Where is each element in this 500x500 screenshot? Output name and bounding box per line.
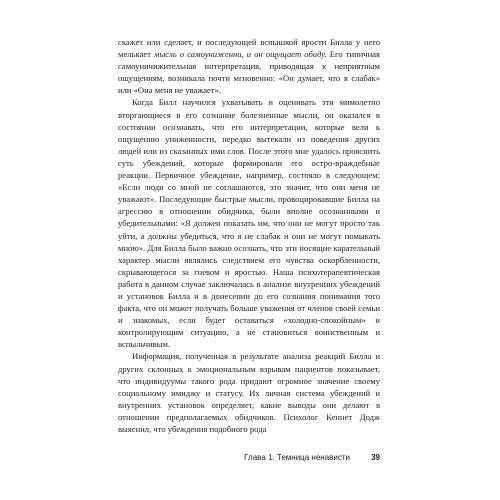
italic-run: мысль о самоуниженни, и он ощущает обиду. (153, 49, 327, 60)
text-run: Информация, полученная в результате анализа реакций Билла и других склонных к эмоциональным взрывам пациентов показывает, что индивидуумы такого рода придают огромное значение своему социальному имиджу и статусу. Их личная система убеждений и внутренних установок определяет, какие выводы они делают в отношении предполагаемых обидчиков. Психолог Кеннет Додж выяснил, что убеждения подобного рода (118, 351, 380, 434)
paragraph (118, 36, 380, 96)
text-run: Его типичная самоуничижительная интерпретация, приводящая к неприятным ощущениям, возникала почти мгновенно: «Он думает, что я слабак» или «Она меня не уважает». (118, 49, 380, 96)
page-footer (118, 453, 380, 465)
paragraph (118, 96, 380, 350)
body-text (118, 36, 380, 435)
page-number: 39 (371, 453, 380, 462)
text-run: Когда Билл научился ухватывать и оценивать эти мимолетно вторгающиеся в его сознание болезненные мысли, он оказался в состоянии осознавать, что его интерпретации, которые вели к ощущению униженности, нередко вытекали из поведения других людей или из сказанных ими слов. После этого мне удалось прояснить суть убеждений, которые формировали его остро-враждебные реакции. Первичное убеждение, например, состояло в следующем: «Если люди со мной не соглашаются, это значит, что они меня не уважают». Последующие быстрые мысли, провоцировавшие Билла на агрессию в отношении обидчика, были вполне осознанными и убедительными: «Я должен показать им, что они не могут просто так уйти, а должны убедиться, что я не слабак и они не могут помыкать мною». Для Билла было важно осознать, что эти носящие карательный характер мысли являлись следствием его чувства оскорбленности, скрывающегося за гневом и яростью. Наша психотерапевтическая работа в данном случае заключалась в анализе внутренних убеждений и установок Билла и в донесении до его сознания понимания того факта, что он может получать больше уважения от членов своей семьи и знакомых, если будет оставаться «холодно-спокойным» и контролирующим ситуацию, а не становиться воинственным и вспыльчивым. (118, 97, 380, 350)
paragraph (118, 350, 380, 435)
running-head: Глава 1. Темница ненависти (244, 453, 350, 462)
text-run: скажет или сделает, и последующей вспышкой ярости Билла у него мелькает (118, 37, 380, 60)
